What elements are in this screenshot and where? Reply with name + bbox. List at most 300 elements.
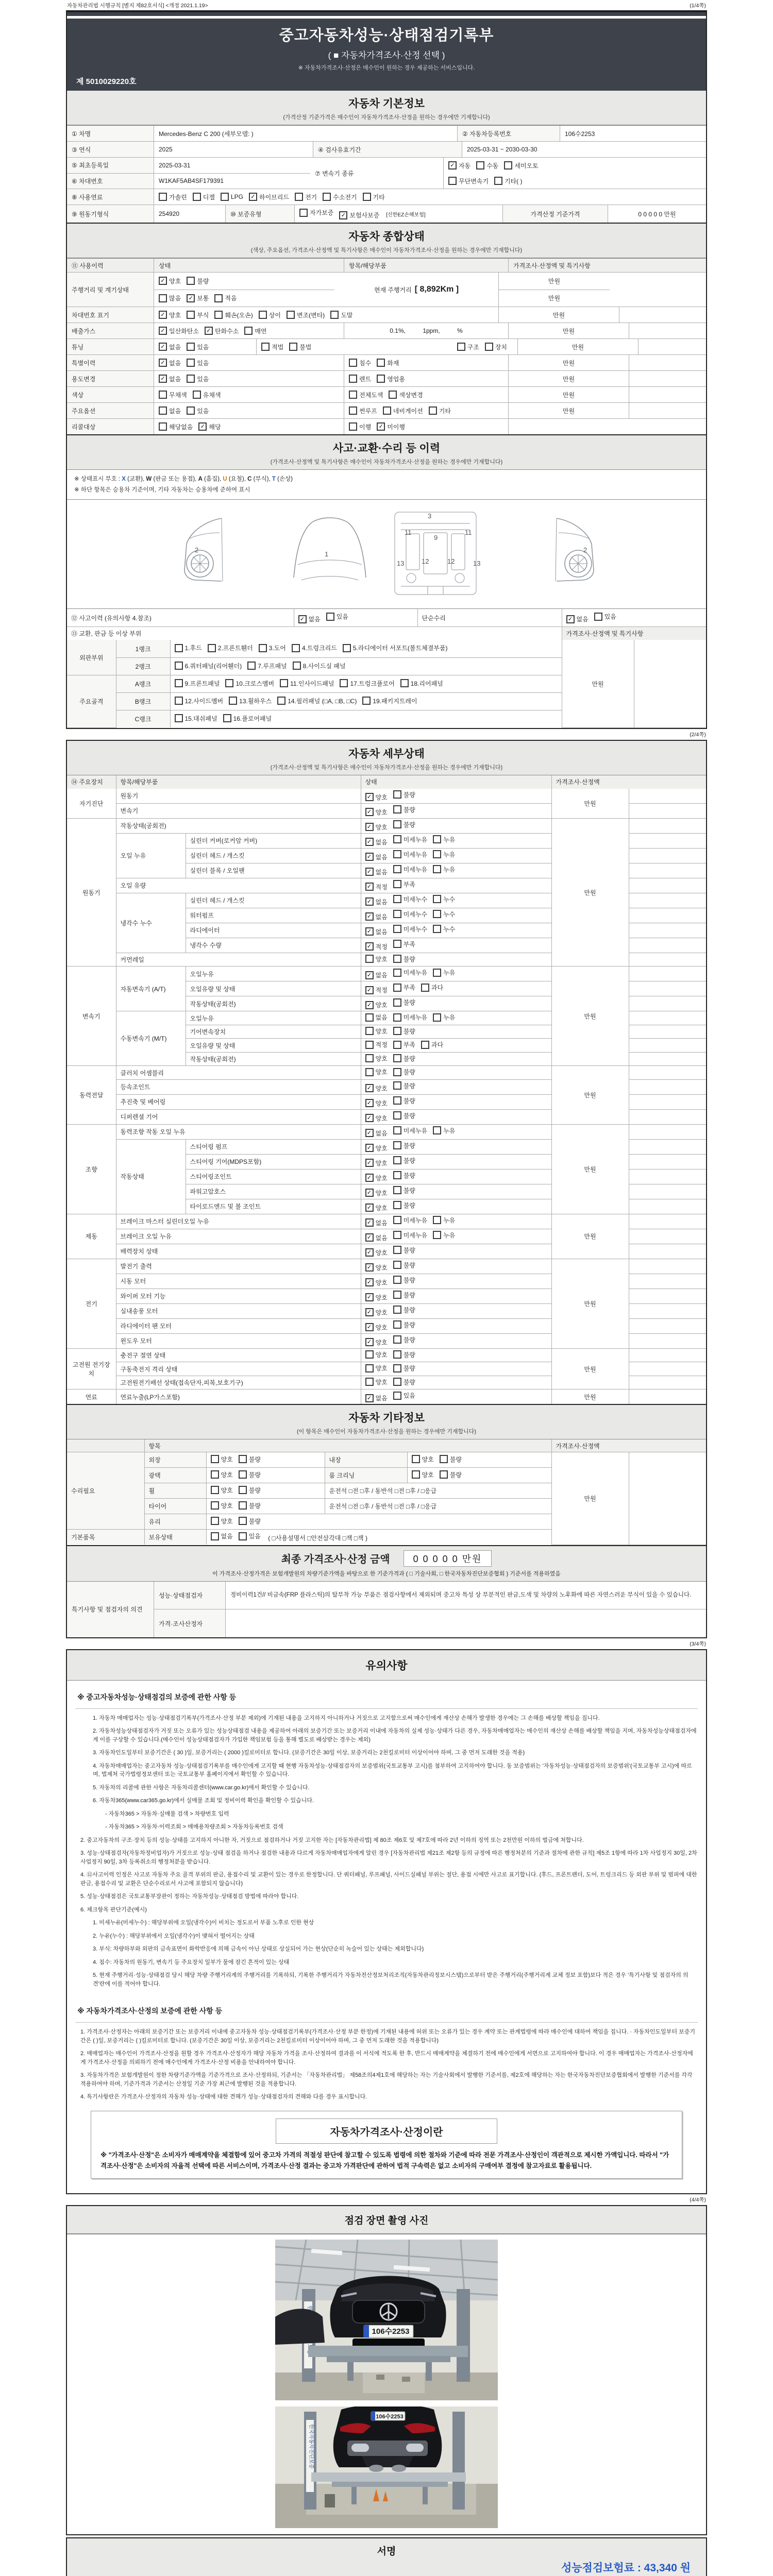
checkbox[interactable] <box>239 1532 247 1540</box>
checkbox[interactable] <box>214 294 223 302</box>
checkbox[interactable] <box>393 1201 401 1209</box>
checkbox[interactable] <box>221 193 229 201</box>
option[interactable] <box>159 294 181 302</box>
option[interactable] <box>393 925 427 934</box>
option[interactable] <box>239 1470 261 1479</box>
checkbox[interactable] <box>323 193 331 201</box>
option[interactable] <box>393 1276 415 1284</box>
option[interactable] <box>175 679 220 688</box>
checkbox[interactable] <box>433 1013 441 1022</box>
option[interactable] <box>448 177 489 185</box>
checkbox[interactable] <box>393 1081 401 1090</box>
option[interactable] <box>365 1278 388 1287</box>
option[interactable] <box>187 406 209 415</box>
option[interactable] <box>393 1391 415 1400</box>
option[interactable] <box>429 406 451 415</box>
option[interactable] <box>239 1455 261 1464</box>
option[interactable] <box>293 662 346 670</box>
checkbox[interactable] <box>393 1027 401 1035</box>
option[interactable] <box>393 850 427 859</box>
option[interactable] <box>393 790 415 799</box>
option[interactable] <box>393 910 427 919</box>
checkbox[interactable]: ✓ <box>205 327 213 335</box>
option[interactable] <box>365 1174 388 1182</box>
checkbox[interactable] <box>393 1111 401 1120</box>
checkbox[interactable] <box>377 359 385 367</box>
option[interactable] <box>349 406 377 415</box>
checkbox[interactable] <box>211 1532 219 1540</box>
option[interactable] <box>159 359 181 367</box>
option[interactable] <box>365 808 388 817</box>
option[interactable] <box>259 311 281 319</box>
checkbox[interactable] <box>393 1320 401 1329</box>
checkbox[interactable]: ✓ <box>365 1308 374 1316</box>
option[interactable] <box>193 193 215 201</box>
checkbox[interactable] <box>393 955 401 963</box>
checkbox[interactable]: ✓ <box>159 359 167 367</box>
checkbox[interactable] <box>211 1455 219 1463</box>
option[interactable] <box>211 1532 233 1540</box>
checkbox[interactable] <box>365 1013 374 1022</box>
option[interactable] <box>393 1111 415 1120</box>
option[interactable] <box>393 1216 427 1225</box>
checkbox[interactable]: ✓ <box>448 161 457 170</box>
option[interactable] <box>289 343 311 351</box>
option[interactable] <box>365 883 388 891</box>
option[interactable] <box>365 1054 388 1063</box>
checkbox[interactable] <box>349 406 357 415</box>
checkbox[interactable] <box>363 193 371 201</box>
option[interactable] <box>365 1394 388 1402</box>
option[interactable] <box>175 714 217 723</box>
checkbox[interactable] <box>393 1306 401 1314</box>
option[interactable] <box>363 193 385 201</box>
option[interactable] <box>365 1067 388 1076</box>
checkbox[interactable] <box>365 1364 374 1372</box>
checkbox[interactable] <box>393 880 401 888</box>
option[interactable] <box>211 1517 233 1526</box>
option[interactable] <box>365 1364 388 1372</box>
option[interactable] <box>365 912 388 921</box>
option[interactable] <box>187 311 209 319</box>
option[interactable] <box>365 955 388 963</box>
option[interactable] <box>239 1517 261 1526</box>
option[interactable] <box>159 422 193 431</box>
checkbox[interactable] <box>175 644 183 652</box>
option[interactable] <box>261 343 283 351</box>
checkbox[interactable] <box>159 193 167 201</box>
option[interactable] <box>393 865 427 874</box>
option[interactable] <box>365 897 388 906</box>
option[interactable] <box>433 925 455 934</box>
option[interactable] <box>159 311 181 319</box>
checkbox[interactable] <box>393 805 401 814</box>
option[interactable] <box>393 1291 415 1299</box>
checkbox[interactable] <box>393 1096 401 1105</box>
option[interactable] <box>214 311 253 319</box>
option[interactable] <box>221 193 243 201</box>
checkbox[interactable] <box>504 161 512 170</box>
checkbox[interactable]: ✓ <box>365 1099 374 1107</box>
checkbox[interactable] <box>393 1126 401 1134</box>
option[interactable] <box>365 1013 388 1022</box>
checkbox[interactable]: ✓ <box>159 277 167 285</box>
checkbox[interactable] <box>393 910 401 918</box>
option[interactable] <box>214 294 237 302</box>
option[interactable] <box>175 643 202 652</box>
option[interactable] <box>365 1189 388 1197</box>
checkbox[interactable] <box>365 1041 374 1049</box>
checkbox[interactable] <box>393 1068 401 1076</box>
checkbox[interactable]: ✓ <box>365 1189 374 1197</box>
checkbox[interactable] <box>362 697 371 705</box>
option[interactable] <box>393 820 415 829</box>
option[interactable] <box>393 1081 415 1090</box>
option[interactable] <box>393 880 415 889</box>
option[interactable] <box>365 1338 388 1347</box>
checkbox[interactable]: ✓ <box>566 615 575 623</box>
option[interactable] <box>365 1159 388 1167</box>
checkbox[interactable]: ✓ <box>365 808 374 816</box>
option[interactable] <box>287 311 325 319</box>
checkbox[interactable] <box>259 644 267 652</box>
checkbox[interactable] <box>343 644 351 652</box>
checkbox[interactable] <box>433 1231 441 1239</box>
option[interactable] <box>365 1001 388 1009</box>
checkbox[interactable] <box>433 835 441 843</box>
checkbox[interactable] <box>393 1392 401 1400</box>
option[interactable] <box>393 1126 427 1135</box>
option[interactable] <box>225 679 274 688</box>
checkbox[interactable] <box>211 1470 219 1479</box>
checkbox[interactable] <box>214 311 223 319</box>
checkbox[interactable] <box>159 422 167 431</box>
checkbox[interactable] <box>295 193 303 201</box>
option[interactable] <box>393 1378 415 1386</box>
checkbox[interactable] <box>187 311 195 319</box>
checkbox[interactable] <box>393 835 401 843</box>
checkbox[interactable] <box>247 662 256 670</box>
checkbox[interactable] <box>365 1054 374 1062</box>
checkbox[interactable] <box>429 406 437 415</box>
option[interactable] <box>448 161 470 170</box>
checkbox[interactable] <box>277 697 285 705</box>
checkbox[interactable]: ✓ <box>365 897 374 906</box>
checkbox[interactable] <box>433 895 441 903</box>
checkbox[interactable] <box>349 359 357 367</box>
checkbox[interactable] <box>485 343 493 351</box>
option[interactable] <box>494 177 523 185</box>
checkbox[interactable] <box>393 1156 401 1164</box>
checkbox[interactable]: ✓ <box>365 1233 374 1242</box>
checkbox[interactable] <box>259 311 267 319</box>
checkbox[interactable]: ✓ <box>365 927 374 936</box>
option[interactable] <box>393 1246 415 1255</box>
checkbox[interactable] <box>239 1517 247 1525</box>
option[interactable] <box>330 311 352 319</box>
checkbox[interactable] <box>289 343 297 351</box>
option[interactable] <box>193 391 221 399</box>
option[interactable] <box>211 1486 233 1495</box>
checkbox[interactable]: ✓ <box>365 1278 374 1286</box>
option[interactable] <box>476 161 498 170</box>
checkbox[interactable] <box>365 1068 374 1076</box>
option[interactable] <box>393 998 415 1007</box>
option[interactable] <box>393 1141 415 1150</box>
checkbox[interactable] <box>412 1455 420 1463</box>
option[interactable] <box>393 983 415 992</box>
checkbox[interactable]: ✓ <box>365 1114 374 1122</box>
checkbox[interactable] <box>412 1470 420 1479</box>
option[interactable] <box>365 1350 388 1359</box>
checkbox[interactable] <box>365 1027 374 1035</box>
option[interactable] <box>187 343 209 351</box>
option[interactable] <box>208 643 253 652</box>
checkbox[interactable]: ✓ <box>365 942 374 951</box>
checkbox[interactable] <box>393 1171 401 1179</box>
checkbox[interactable] <box>421 984 429 992</box>
option[interactable] <box>393 940 415 948</box>
checkbox[interactable] <box>393 1291 401 1299</box>
option[interactable] <box>365 1218 388 1227</box>
checkbox[interactable] <box>175 662 183 670</box>
option[interactable] <box>433 1013 455 1022</box>
checkbox[interactable]: ✓ <box>365 1323 374 1331</box>
option[interactable] <box>365 823 388 832</box>
option[interactable] <box>433 1231 455 1240</box>
option[interactable] <box>340 679 394 688</box>
option[interactable] <box>433 895 455 904</box>
checkbox[interactable] <box>433 1126 441 1134</box>
checkbox[interactable] <box>393 1335 401 1344</box>
checkbox[interactable] <box>239 1486 247 1494</box>
checkbox[interactable] <box>239 1455 247 1463</box>
checkbox[interactable] <box>393 969 401 977</box>
option[interactable] <box>393 1054 415 1063</box>
checkbox[interactable] <box>433 925 441 933</box>
option[interactable] <box>365 868 388 876</box>
option[interactable] <box>365 1293 388 1302</box>
option[interactable] <box>365 971 388 979</box>
option[interactable] <box>365 986 388 994</box>
option[interactable] <box>365 1040 388 1049</box>
option[interactable] <box>433 850 455 859</box>
checkbox[interactable]: ✓ <box>365 1001 374 1009</box>
checkbox[interactable]: ✓ <box>365 1174 374 1182</box>
option[interactable] <box>365 927 388 936</box>
option[interactable] <box>247 662 287 670</box>
checkbox[interactable] <box>287 311 295 319</box>
checkbox[interactable]: ✓ <box>159 327 167 335</box>
checkbox[interactable] <box>393 850 401 858</box>
option[interactable] <box>433 865 455 874</box>
checkbox[interactable] <box>293 662 301 670</box>
checkbox[interactable] <box>393 1186 401 1194</box>
checkbox[interactable] <box>175 679 183 687</box>
checkbox[interactable] <box>393 998 401 1007</box>
checkbox[interactable] <box>193 193 201 201</box>
option[interactable] <box>412 1455 434 1464</box>
checkbox[interactable] <box>400 679 409 687</box>
option[interactable] <box>400 679 443 688</box>
option[interactable] <box>393 1040 415 1049</box>
checkbox[interactable]: ✓ <box>365 838 374 846</box>
option[interactable] <box>393 1231 427 1240</box>
option[interactable] <box>457 343 479 351</box>
option[interactable] <box>377 359 399 367</box>
checkbox[interactable] <box>393 1141 401 1149</box>
option[interactable] <box>365 1263 388 1272</box>
option[interactable] <box>393 1335 415 1344</box>
checkbox[interactable] <box>261 343 270 351</box>
option[interactable] <box>323 193 357 201</box>
checkbox[interactable]: ✓ <box>365 1204 374 1212</box>
option[interactable] <box>175 697 224 705</box>
checkbox[interactable]: ✓ <box>339 211 347 219</box>
option[interactable] <box>393 1171 415 1180</box>
option[interactable] <box>412 1470 434 1479</box>
checkbox[interactable]: ✓ <box>249 193 257 201</box>
checkbox[interactable] <box>393 1013 401 1022</box>
option[interactable] <box>365 1099 388 1108</box>
option[interactable] <box>365 1323 388 1332</box>
option[interactable] <box>349 359 371 367</box>
option[interactable] <box>365 853 388 861</box>
checkbox[interactable]: ✓ <box>377 422 385 431</box>
option[interactable] <box>365 793 388 802</box>
checkbox[interactable] <box>476 161 484 170</box>
option[interactable] <box>365 1378 388 1386</box>
checkbox[interactable] <box>239 1470 247 1479</box>
checkbox[interactable] <box>187 277 195 285</box>
option[interactable] <box>249 193 289 201</box>
checkbox[interactable] <box>393 940 401 948</box>
option[interactable] <box>393 1320 415 1329</box>
checkbox[interactable] <box>280 679 288 687</box>
option[interactable] <box>349 422 371 431</box>
checkbox[interactable] <box>393 790 401 799</box>
option[interactable] <box>365 1233 388 1242</box>
option[interactable] <box>205 327 239 335</box>
option[interactable] <box>365 942 388 951</box>
checkbox[interactable] <box>393 865 401 873</box>
checkbox[interactable] <box>377 375 385 383</box>
checkbox[interactable] <box>159 391 167 399</box>
checkbox[interactable]: ✓ <box>365 1293 374 1301</box>
option[interactable] <box>365 1204 388 1212</box>
option[interactable] <box>198 422 221 431</box>
checkbox[interactable] <box>211 1486 219 1494</box>
checkbox[interactable]: ✓ <box>159 343 167 351</box>
checkbox[interactable] <box>349 422 357 431</box>
checkbox[interactable]: ✓ <box>365 823 374 831</box>
checkbox[interactable] <box>393 820 401 828</box>
checkbox[interactable]: ✓ <box>365 1263 374 1272</box>
checkbox[interactable] <box>365 1378 374 1386</box>
checkbox[interactable] <box>299 209 308 217</box>
option[interactable] <box>393 1096 415 1105</box>
checkbox[interactable]: ✓ <box>187 294 195 302</box>
option[interactable] <box>383 406 423 415</box>
checkbox[interactable] <box>393 1054 401 1062</box>
option[interactable] <box>421 983 443 992</box>
option[interactable] <box>343 643 448 652</box>
option[interactable] <box>292 643 337 652</box>
option[interactable] <box>239 1501 261 1510</box>
option[interactable] <box>280 679 334 688</box>
checkbox[interactable] <box>229 697 237 705</box>
option[interactable] <box>159 193 187 201</box>
option[interactable] <box>187 294 209 302</box>
checkbox[interactable] <box>292 644 300 652</box>
checkbox[interactable] <box>389 391 397 399</box>
checkbox[interactable] <box>383 406 391 415</box>
option[interactable] <box>365 838 388 846</box>
checkbox[interactable] <box>393 1261 401 1269</box>
checkbox[interactable] <box>349 391 357 399</box>
checkbox[interactable]: ✓ <box>365 853 374 861</box>
option[interactable] <box>223 714 272 723</box>
option[interactable] <box>159 375 181 383</box>
checkbox[interactable] <box>187 375 195 383</box>
checkbox[interactable]: ✓ <box>365 1129 374 1137</box>
option[interactable] <box>295 193 317 201</box>
option[interactable] <box>393 1201 415 1210</box>
option[interactable] <box>159 406 181 415</box>
option[interactable] <box>433 835 455 844</box>
option[interactable] <box>433 910 455 919</box>
option[interactable] <box>433 1216 455 1225</box>
checkbox[interactable] <box>433 910 441 918</box>
checkbox[interactable] <box>175 714 183 722</box>
option[interactable] <box>393 1350 415 1359</box>
checkbox[interactable] <box>393 1378 401 1386</box>
checkbox[interactable] <box>594 613 602 621</box>
checkbox[interactable]: ✓ <box>365 971 374 979</box>
checkbox[interactable] <box>326 613 334 621</box>
checkbox[interactable]: ✓ <box>365 986 374 994</box>
option[interactable] <box>393 1186 415 1195</box>
checkbox[interactable]: ✓ <box>159 311 167 319</box>
checkbox[interactable] <box>393 895 401 903</box>
option[interactable] <box>239 1486 261 1495</box>
checkbox[interactable]: ✓ <box>365 1394 374 1402</box>
option[interactable] <box>393 1013 427 1022</box>
checkbox[interactable] <box>365 955 374 963</box>
option[interactable] <box>159 277 181 285</box>
option[interactable] <box>211 1501 233 1510</box>
option[interactable] <box>393 805 415 814</box>
checkbox[interactable] <box>433 969 441 977</box>
checkbox[interactable] <box>433 850 441 858</box>
checkbox[interactable] <box>159 294 167 302</box>
checkbox[interactable] <box>175 697 183 705</box>
option[interactable] <box>229 697 272 705</box>
option[interactable] <box>566 615 589 623</box>
checkbox[interactable]: ✓ <box>365 868 374 876</box>
option[interactable] <box>393 955 415 963</box>
checkbox[interactable] <box>340 679 348 687</box>
checkbox[interactable]: ✓ <box>298 615 307 623</box>
checkbox[interactable] <box>193 391 201 399</box>
checkbox[interactable] <box>433 865 441 873</box>
checkbox[interactable] <box>393 1350 401 1359</box>
option[interactable] <box>299 208 333 217</box>
option[interactable] <box>393 1156 415 1165</box>
checkbox[interactable]: ✓ <box>365 1248 374 1257</box>
checkbox[interactable] <box>349 375 357 383</box>
option[interactable] <box>362 697 417 705</box>
